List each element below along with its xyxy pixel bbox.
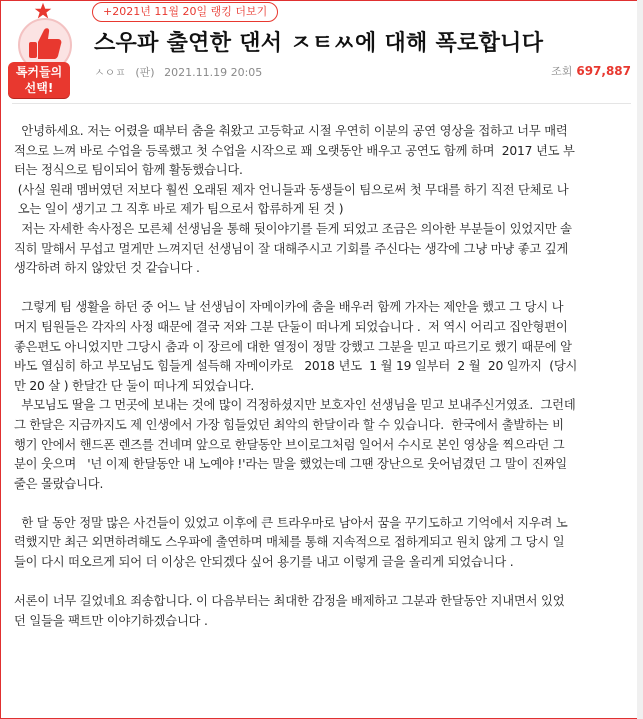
body-line: 오는 일이 생기고 그 직후 바로 제가 팀으로서 합류하게 된 것 ) (14, 202, 344, 217)
body-line: 들이 다시 떠오르게 되어 더 이상은 안되겠다 싶어 용기를 내고 이렇게 글을 올리게 되었습니다 . (14, 555, 514, 570)
badge-label (8, 62, 70, 98)
post-title: 스우파 출연한 댄서 ㅈㅌㅆ에 대해 폭로합니다 (94, 31, 544, 56)
body-line: 안녕하세요. 저는 어렸을 때부터 춤을 춰왔고 고등학교 시절 우연히 이분의 공연 영상을 접하고 너무 매력 (14, 124, 568, 138)
body-line: 한 달 동안 정말 많은 사건들이 있었고 이후에 큰 트라우마로 남아서 꿈을 꾸기도하고 기억에서 지우려 노 (14, 515, 568, 530)
body-line: 줄은 몰랐습니다. (14, 476, 104, 491)
body-line: 직히 말해서 무섭고 멀게만 느껴지던 선생님이 잘 대해주시고 기회를 주신다는 생각에 그냥 마냥 좋고 깊게 (14, 241, 569, 256)
body-line: 생각하려 하지 않았던 것 같습니다 . (14, 261, 200, 276)
body-line: 좋은편도 아니었지만 그당시 춤과 이 장르에 대한 열정이 정말 강했고 그분을 믿고 따르기로 했기 때문에 알 (14, 339, 572, 354)
paragraph-gap (14, 573, 632, 593)
body-line: 저는 자세한 속사정은 모른체 선생님을 통해 뒷이야기를 듣게 되었고 조금은 의아한 부분들이 있었지만 솔 (14, 221, 572, 236)
body-line: (사실 원래 멤버였던 저보다 훨씬 오래된 제자 언니들과 동생들이 팀으로써 첫 무대를 하기 직전 단체로 나 (14, 182, 569, 197)
post-date: 2021.11.19 20:05 (164, 66, 263, 79)
body-line: 분이 웃으며 '넌 이제 한달동안 내 노예야 !'라는 말을 했었는데 그땐 장난으로 웃어넘겼던 그 말이 진짜일 (14, 457, 567, 472)
body-line: 머지 팀원들은 각자의 사정 때문에 결국 저와 그분 단둘이 떠나게 되었습니다 . 저 역시 어리고 집안형편이 (14, 319, 568, 334)
thumbs-up-icon (23, 22, 67, 66)
body-line: 터는 정식으로 팀이되어 함께 활동했습니다. (14, 163, 243, 178)
post-views (551, 63, 631, 79)
badge-label-line1: 톡커들의 (15, 65, 63, 79)
post-meta (94, 64, 268, 80)
body-line: 만 20 살 ) 한달간 단 둘이 떠나게 되었습니다. (14, 378, 255, 393)
body-line: 적으로 느껴 바로 수업을 등록했고 첫 수업을 시작으로 꽤 오랫동안 배우고 공연도 함께 하며 2017 년도 부 (14, 143, 575, 158)
views-label: 조회 (551, 65, 573, 78)
header-divider (12, 103, 631, 104)
post-category: (판) (135, 66, 155, 79)
body-line: 력했지만 최근 외면하려해도 스우파에 출연하며 매체를 통해 지속적으로 접하게되고 원치 않게 그 당시 일 (14, 535, 565, 550)
paragraph-gap (14, 494, 632, 514)
badge-label-line2: 선택! (24, 81, 54, 95)
scrollbar[interactable] (637, 0, 643, 719)
talker-choice-badge (8, 2, 78, 98)
views-count: 697,887 (576, 64, 631, 78)
body-line: 바도 열심히 하고 부모님도 힘들게 설득해 자메이카로 2018 년도 1 월 19 일부터 2 월 20 일까지 (당시 (14, 359, 578, 374)
body-line: 그렇게 팀 생활을 하던 중 어느 날 선생님이 자메이카에 춤을 배우러 함께 가자는 제안을 했고 그 당시 나 (14, 300, 564, 315)
post-author[interactable]: ㅅㅇㅍ (94, 66, 126, 79)
ranking-more-link[interactable]: +2021년 11월 20일 랭킹 더보기 (92, 2, 278, 22)
body-line: 부모님도 딸을 그 먼곳에 보내는 것에 많이 걱정하셨지만 보호자인 선생님을 믿고 보내주신거였죠. 그런데 (14, 398, 576, 413)
paragraph-gap (14, 279, 632, 299)
body-line: 행기 안에서 핸드폰 렌즈를 건네며 앞으로 한달동안 브이로그처럼 일어서 수시로 본인 영상을 찍으라던 그 (14, 437, 565, 452)
body-line: 서론이 너무 길었네요 죄송합니다. 이 다음부터는 최대한 감정을 배제하고 그분과 한달동안 지내면서 있었 (14, 594, 565, 609)
body-line: 그 한달은 지금까지도 제 인생에서 가장 힘들었던 최악의 한달이라 할 수 있습니다. 한국에서 출발하는 비 (14, 417, 564, 432)
body-line: 던 일들을 팩트만 이야기하겠습니다 . (14, 613, 208, 628)
post-body (14, 122, 632, 631)
